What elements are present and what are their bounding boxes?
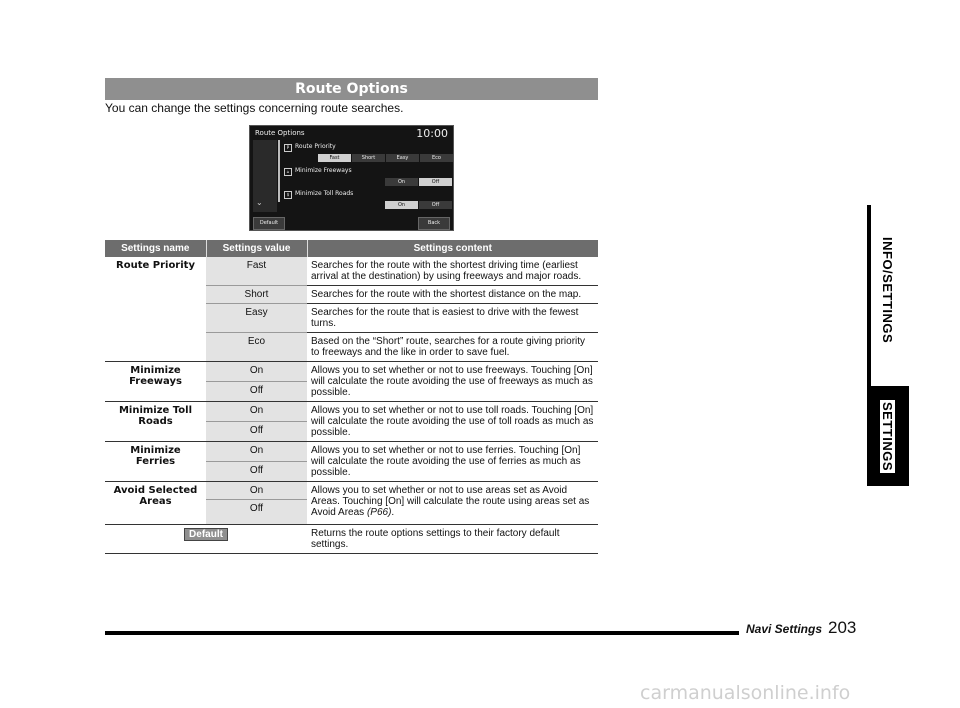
setting-value: Off: [206, 422, 307, 442]
screen-clock: 10:00: [416, 127, 448, 140]
setting-name: Minimize Toll Roads: [105, 402, 206, 442]
table-row: [105, 257, 598, 286]
freeways-off-button[interactable]: Off: [419, 178, 452, 186]
setting-value: On: [206, 482, 307, 500]
setting-content: Allows you to set whether or not to use toll roads. Touching [On] will calculate the route avoiding the use of toll roads as much as possible.: [307, 402, 598, 442]
setting-content: [307, 482, 598, 525]
freeway-icon: ⌂: [284, 168, 292, 176]
screen-row-minimize-freeways: [284, 167, 352, 176]
setting-value: Short: [206, 286, 307, 304]
screen-row-route-priority: [284, 143, 336, 152]
setting-value: Off: [206, 462, 307, 482]
priority-fast-button[interactable]: Fast: [318, 154, 351, 162]
default-key-cell: [105, 525, 307, 554]
setting-value: On: [206, 402, 307, 422]
priority-easy-button[interactable]: Easy: [386, 154, 419, 162]
default-key-label: Default: [184, 528, 228, 541]
setting-content: Returns the route options settings to their factory default settings.: [307, 525, 598, 554]
avoid-areas-text: Allows you to set whether or not to use areas set as Avoid Areas. Touching [On] will calculate the route using areas set as Avoid Areas: [311, 485, 590, 518]
route-options-table: [105, 240, 598, 554]
sentence-end: .: [391, 507, 395, 518]
freeways-toggle[interactable]: [385, 178, 452, 186]
setting-content: Searches for the route that is easiest to drive with the fewest turns.: [307, 304, 598, 333]
setting-value: Off: [206, 382, 307, 402]
setting-content: Searches for the route with the shortest driving time (earliest arrival at the destination) by using freeways and major roads.: [307, 257, 598, 286]
section-title: Route Options: [105, 78, 598, 100]
setting-name: Minimize Freeways: [105, 362, 206, 402]
table-row: [105, 482, 598, 500]
screen-default-button[interactable]: Default: [253, 217, 285, 230]
setting-value: Easy: [206, 304, 307, 333]
scroll-down-icon[interactable]: ⌄: [256, 198, 263, 207]
setting-content: Allows you to set whether or not to use freeways. Touching [On] will calculate the route avoiding the use of freeways as much as possible.: [307, 362, 598, 402]
watermark: carmanualsonline.info: [640, 682, 851, 704]
setting-value: On: [206, 362, 307, 382]
screen-scroll-rail[interactable]: [278, 140, 280, 202]
page-reference-link[interactable]: (P66): [366, 507, 392, 518]
setting-content: Based on the “Short” route, searches for a route giving priority to freeways and the like in order to save fuel.: [307, 333, 598, 362]
setting-name: Avoid Selected Areas: [105, 482, 206, 525]
screen-row-label: Minimize Freeways: [295, 167, 352, 174]
priority-eco-button[interactable]: Eco: [420, 154, 453, 162]
screen-back-button[interactable]: Back: [418, 217, 450, 230]
intro-text: You can change the settings concerning route searches.: [105, 101, 404, 115]
table-row: [105, 362, 598, 382]
setting-value: On: [206, 442, 307, 462]
table-header-row: [105, 240, 598, 257]
tolls-off-button[interactable]: Off: [419, 201, 452, 209]
tolls-toggle[interactable]: [385, 201, 452, 209]
toll-road-icon: $: [284, 191, 292, 199]
header-settings-value: Settings value: [206, 240, 307, 257]
setting-value: Eco: [206, 333, 307, 362]
footer-rule: [105, 631, 739, 635]
setting-value: Off: [206, 500, 307, 525]
header-settings-content: Settings content: [307, 240, 598, 257]
priority-segmented-control[interactable]: [318, 154, 453, 162]
setting-name: Route Priority: [105, 257, 206, 362]
route-priority-icon: P: [284, 144, 292, 152]
setting-value: Fast: [206, 257, 307, 286]
route-options-screen: [249, 125, 454, 231]
header-settings-name: Settings name: [105, 240, 206, 257]
tolls-on-button[interactable]: On: [385, 201, 418, 209]
screen-row-label: Route Priority: [295, 143, 336, 150]
priority-short-button[interactable]: Short: [352, 154, 385, 162]
table-row: [105, 442, 598, 462]
freeways-on-button[interactable]: On: [385, 178, 418, 186]
settings-tab-label: SETTINGS: [880, 402, 895, 472]
screen-title: Route Options: [255, 129, 305, 137]
setting-content: Searches for the route with the shortest distance on the map.: [307, 286, 598, 304]
setting-content: Allows you to set whether or not to use ferries. Touching [On] will calculate the route avoiding the use of ferries as much as possible.: [307, 442, 598, 482]
table-row: [105, 402, 598, 422]
screen-row-minimize-toll-roads: [284, 190, 353, 199]
footer-section-label: Navi Settings: [746, 622, 823, 636]
info-settings-tab-label: INFO/SETTINGS: [880, 237, 895, 344]
page-number: 203: [828, 618, 857, 637]
setting-name: Minimize Ferries: [105, 442, 206, 482]
screen-row-label: Minimize Toll Roads: [295, 190, 354, 197]
table-row: [105, 525, 598, 554]
